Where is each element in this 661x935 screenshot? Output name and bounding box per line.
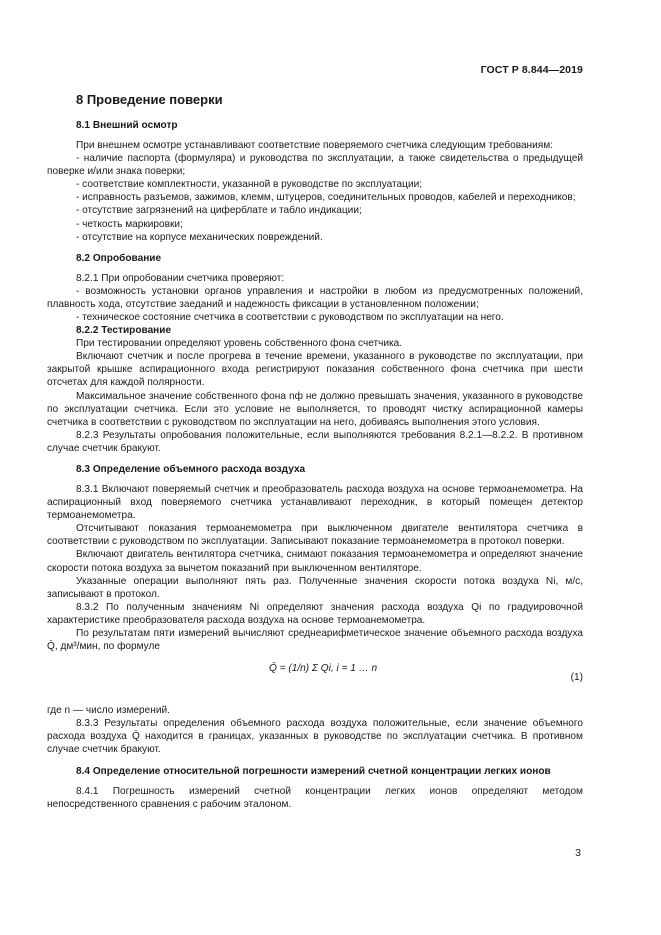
paragraph: Максимальное значение собственного фона nф не должно превышать значения, указанного в руководстве по эксплуатации счетчика. Если это условие не выполняется, то проводят чистку аспирационной камеры счетчика в соответствии с руководством по эксплуатации на него, добиваясь выполнения этого условия. [47,390,583,428]
page-number: 3 [575,847,581,859]
paragraph: 8.2.1 При опробовании счетчика проверяют: [76,272,285,284]
paragraph: 8.3.3 Результаты определения объемного расхода воздуха положительные, если значение объемного расхода воздуха Q̄ находится в границах, указанных в руководстве по эксплуатации счетчика. В противном случае счетчик бракуют. [47,718,583,756]
paragraph: Включают счетчик и после прогрева в течение времени, указанного в руководстве по эксплуатации, при закрытой крышке аспирационного входа регистрируют показания собственного фона счетчика при шести отсчетах для каждой полярности. [47,351,583,389]
paragraph: При внешнем осмотре устанавливают соответствие поверяемого счетчика следующим требованиям: [76,140,553,151]
section-8-title: 8 Проведение поверки [76,92,223,107]
paragraph: Включают двигатель вентилятора счетчика, снимают показания термоанемометра и определяют значение скорости потока воздуха за вычетом показаний при выключенном вентиляторе. [47,549,583,574]
list-item: - возможность установки органов управления и настройки в любом из предусмотренных положений, плавность хода, отсутствие заеданий и надежность фиксации в установленном положении; [47,285,583,310]
paragraph: При тестировании определяют уровень собственного фона счетчика. [76,338,403,350]
section-8-1-title: 8.1 Внешний осмотр [76,120,178,131]
paragraph: Отсчитывают показания термоанемометра при выключенном двигателе вентилятора счетчика в соответствии с руководством по эксплуатации. Записывают показание термоанемометра в протокол поверки. [47,523,583,548]
formula-block [47,656,583,704]
list-item: - техническое состояние счетчика в соответствии с руководством по эксплуатации на него. [76,312,504,324]
section-8-4-title: 8.4 Определение относительной погрешности измерений счетной концентрации легких ионов [76,765,551,777]
formula-number: (1) [570,672,583,684]
list-item: - отсутствие на корпусе механических повреждений. [76,231,323,243]
list-item: - четкость маркировки; [76,218,183,230]
document-body [47,92,583,811]
paragraph: где n — число измерений. [47,705,170,717]
section-8-3-title: 8.3 Определение объемного расхода воздуха [76,463,306,475]
paragraph: 8.2.3 Результаты опробования положительные, если выполняются требования 8.2.1—8.2.2. В противном случае счетчик бракуют. [47,429,583,454]
paragraph: 8.3.2 По полученным значениям Ni определяют значения расхода воздуха Qi по градуировочной характеристике преобразователя расхода воздуха на основе термоанемометра. [47,601,583,626]
document-code: ГОСТ Р 8.844—2019 [480,64,583,76]
section-8-2-title: 8.2 Опробование [76,252,162,264]
paragraph: 8.4.1 Погрешность измерений счетной концентрации легких ионов определяют методом непосредственного сравнения с рабочим эталоном. [47,785,583,810]
paragraph: 8.3.1 Включают поверяемый счетчик и преобразователь расхода воздуха на основе термоанемометра. На аспирационный вход поверяемого счетчика устанавливают переходник, в который помещен детектор термоанемометра. [47,483,583,522]
paragraph: Указанные операции выполняют пять раз. Полученные значения скорости потока воздуха Ni, м/с, записывают в протокол. [47,575,583,600]
list-item: - наличие паспорта (формуляра) и руководства по эксплуатации, а также свидетельства о предыдущей поверке и/или знака поверки; [47,153,583,178]
section-8-2-2-title: 8.2.2 Тестирование [76,325,172,337]
paragraph: По результатам пяти измерений вычисляют среднеарифметическое значение объемного расхода воздуха Q̄, дм³/мин, по формуле [47,628,583,653]
formula: Q̄ = (1/n) Σ Qi, i = 1 … n [269,663,378,675]
list-item: - соответствие комплектности, указанной в руководстве по эксплуатации; [76,179,423,191]
list-item: - исправность разъемов, зажимов, клемм, штуцеров, соединительных проводов, кабелей и переходников; [76,192,576,204]
list-item: - отсутствие загрязнений на циферблате и табло индикации; [76,205,362,217]
